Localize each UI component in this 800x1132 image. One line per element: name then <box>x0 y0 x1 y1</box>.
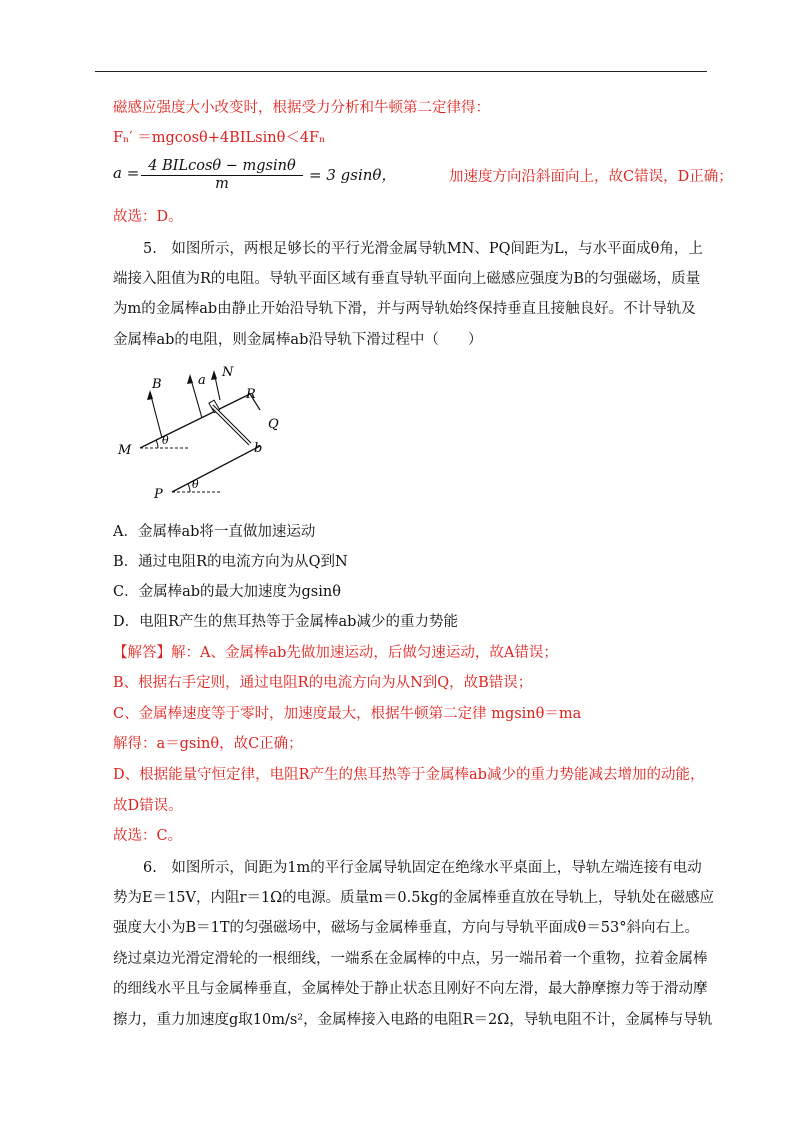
label-N: N <box>222 365 234 380</box>
q6-stem-line: 势为E＝15V，内阻r＝1Ω的电源。质量m＝0.5kg的金属棒垂直放在导轨上，导轨处在磁感应 <box>113 890 715 906</box>
angle-arc-P <box>188 484 190 492</box>
q6-stem-line: 强度大小为B＝1T的匀强磁场中，磁场与金属棒垂直，方向与导轨平面成θ＝53°斜向右上。 <box>113 920 699 936</box>
label-P: P <box>154 487 163 502</box>
q6-stem-line: 绕过桌边光滑定滑轮的一根细线，一端系在金属棒的中点，另一端吊着一个重物，拉着金属棒 <box>113 951 708 967</box>
label-M: M <box>118 443 132 458</box>
angle-arc-M <box>156 440 158 448</box>
label-theta-2: θ <box>192 478 199 491</box>
q5-solution-line-1: 【解答】解：A、金属棒ab先做加速运动，后做匀速运动，故A错误； <box>113 645 558 661</box>
force-equation: Fₙ′ ＝mgcosθ+4BILsinθ＜4Fₙ <box>113 130 326 146</box>
solution-text-line: 磁感应强度大小改变时，根据受力分析和牛顿第二定律得： <box>113 100 490 116</box>
q5-option-d: D．电阻R产生的焦耳热等于金属棒ab减少的重力势能 <box>113 614 458 630</box>
q5-stem-line: 为m的金属棒ab由静止开始沿导轨下滑，并与两导轨始终保持垂直且接触良好。不计导轨及 <box>113 301 696 317</box>
q5-solution-line-3: C、金属棒速度等于零时，加速度最大，根据牛顿第二定律 mgsinθ＝ma <box>113 706 582 722</box>
q6-stem-line: 6. 如图所示，间距为1m的平行金属导轨固定在绝缘水平桌面上，导轨左端连接有电动 <box>143 860 702 876</box>
q5-solution-line-2: B、根据右手定则，通过电阻R的电流方向为从N到Q，故B错误； <box>113 675 533 691</box>
q5-solution-line-4: 解得：a＝gsinθ，故C正确； <box>113 736 303 752</box>
solution-tag: 【解答】 <box>113 645 171 661</box>
q5-answer-line: 故选：C。 <box>113 828 183 844</box>
q5-stem-line: 5. 如图所示，两根足够长的平行光滑金属导轨MN、PQ间距为L，与水平面成θ角，上 <box>143 241 703 257</box>
q5-stem-line: 金属棒ab的电阻，则金属棒ab沿导轨下滑过程中（ ） <box>113 332 483 348</box>
label-theta-1: θ <box>162 434 169 447</box>
rail-diagram <box>110 362 290 502</box>
q5-stem-line: 端接入阻值为R的电阻。导轨平面区域有垂直导轨平面向上磁感应强度为B的匀强磁场，质量 <box>113 271 701 287</box>
q5-option-b: B．通过电阻R的电流方向为从Q到N <box>113 554 348 570</box>
formula-fraction <box>141 158 303 192</box>
q6-stem-line: 的细线水平且与金属棒垂直，金属棒处于静止状态且刚好不向左滑，最大静摩擦力等于滑动摩 <box>113 981 708 997</box>
formula-rhs: = 3 gsinθ， <box>309 166 397 184</box>
label-B: B <box>152 377 162 392</box>
label-Q: Q <box>268 417 279 432</box>
formula-denominator: m <box>215 176 229 192</box>
label-b: b <box>254 441 263 456</box>
q5-option-c: C．金属棒ab的最大加速度为gsinθ <box>113 584 341 600</box>
label-R: R <box>246 387 256 402</box>
rail-PQ <box>172 446 260 492</box>
q6-stem-line: 擦力，重力加速度g取10m/s²，金属棒接入电路的电阻R＝2Ω，导轨电阻不计，金属棒与导轨 <box>113 1012 713 1028</box>
label-a: a <box>198 373 206 388</box>
formula-note: 加速度方向沿斜面向上，故C错误，D正确； <box>449 169 733 185</box>
q5-solution-line-5: D、根据能量守恒定律，电阻R产生的焦耳热等于金属棒ab减少的重力势能减去增加的动能， <box>113 767 705 783</box>
q5-solution-line-6: 故D错误。 <box>113 798 183 814</box>
q5-option-a: A．金属棒ab将一直做加速运动 <box>113 524 316 540</box>
formula-numerator: 4 BILcosθ − mgsinθ <box>141 158 303 176</box>
answer-line: 故选：D。 <box>113 209 183 225</box>
formula-lhs: a = <box>113 164 140 182</box>
header-rule <box>95 71 707 72</box>
